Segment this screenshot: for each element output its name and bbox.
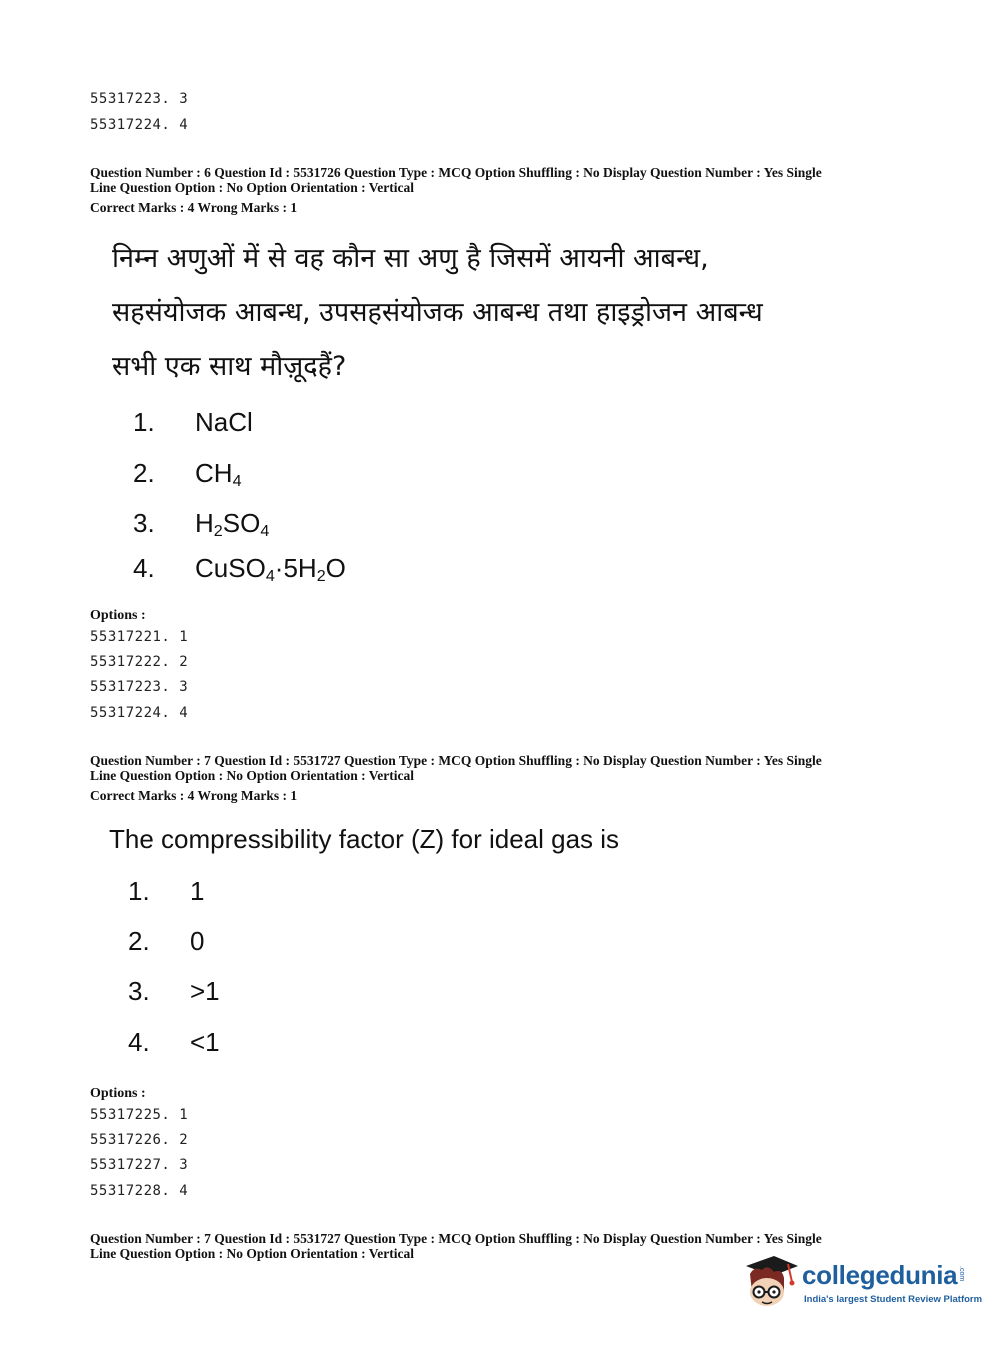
q6-choice-1 [133,407,533,439]
choice-text: $CH_4$ [195,458,242,491]
q7-question: The compressibility factor (Z) for ideal gas is [109,824,620,854]
q7-option-code-1: 55317225. 1 [90,1107,189,1123]
collegedunia-logo [740,1252,983,1316]
q7-option-code-4: 55317228. 4 [90,1183,189,1199]
choice-text: 1 [190,876,205,906]
q6-question-line1: निम्न अणुओं में से वह कौन सा अणु है जिसमें आयनी आबन्ध, [112,243,709,274]
q6-option-code-1: 55317221. 1 [90,629,189,645]
q6-option-code-2: 55317222. 2 [90,654,189,670]
q7-options-heading: Options : [90,1086,146,1101]
choice-number: 3. [128,976,150,1006]
q7b-meta-line2: Line Question Option : No Option Orientation : Vertical [90,1246,415,1261]
q7-option-code-3: 55317227. 3 [90,1157,189,1173]
q7-meta-line1: Question Number : 7 Question Id : 5531727 Question Type : MCQ Option Shuffling : No Display Question Number : Yes Single [90,753,822,768]
q6-option-code-3: 55317223. 3 [90,679,189,695]
q6-option-code-4: 55317224. 4 [90,705,189,721]
q6-options-heading: Options : [90,608,146,623]
q6-meta-line1: Question Number : 6 Question Id : 5531726 Question Type : MCQ Option Shuffling : No Display Question Number : Yes Single [90,165,822,180]
q7-choice-2 [128,926,428,958]
q6-marks: Correct Marks : 4 Wrong Marks : 1 [90,200,298,215]
q6-choice-4 [133,553,533,585]
q7-marks: Correct Marks : 4 Wrong Marks : 1 [90,788,298,803]
q6-question-line2: सहसंयोजक आबन्ध, उपसहसंयोजक आबन्ध तथा हाइड्रोजन आबन्ध [112,297,763,328]
mascot-icon [740,1252,798,1314]
q7-meta-line2: Line Question Option : No Option Orientation : Vertical [90,768,415,783]
choice-text: $CuSO_4\cdot 5H_2O$ [195,553,346,586]
q7-option-code-2: 55317226. 2 [90,1132,189,1148]
logo-suffix: .com [958,1266,965,1282]
choice-text: <1 [190,1027,220,1057]
choice-number: 2. [128,926,150,956]
choice-text: $H_2SO_4$ [195,508,270,541]
choice-number: 1. [128,876,150,906]
choice-text: NaCl [195,407,253,437]
choice-number: 3. [133,508,155,538]
q6-meta-line2: Line Question Option : No Option Orientation : Vertical [90,180,415,195]
q6-choice-3 [133,508,533,540]
q7-choice-1 [128,876,428,908]
logo-tagline: India's largest Student Review Platform [804,1294,983,1305]
option-code-2: 55317224. 4 [90,117,189,133]
choice-text: 0 [190,926,205,956]
choice-number: 4. [128,1027,150,1057]
q6-choice-2 [133,458,533,490]
choice-number: 2. [133,458,155,488]
q7-meta [90,753,910,783]
logo-wordmark: collegedunia [802,1260,958,1290]
option-code-1: 55317223. 3 [90,91,189,107]
choice-text: >1 [190,976,220,1006]
q7-choice-4 [128,1027,428,1059]
q7b-meta-line1: Question Number : 7 Question Id : 5531727 Question Type : MCQ Option Shuffling : No Display Question Number : Yes Single [90,1231,822,1246]
q6-meta [90,165,910,195]
choice-number: 1. [133,407,155,437]
q7-choice-3 [128,976,428,1008]
choice-number: 4. [133,553,155,583]
q6-question-line3: सभी एक साथ मौज़ूदहैं? [112,351,347,382]
